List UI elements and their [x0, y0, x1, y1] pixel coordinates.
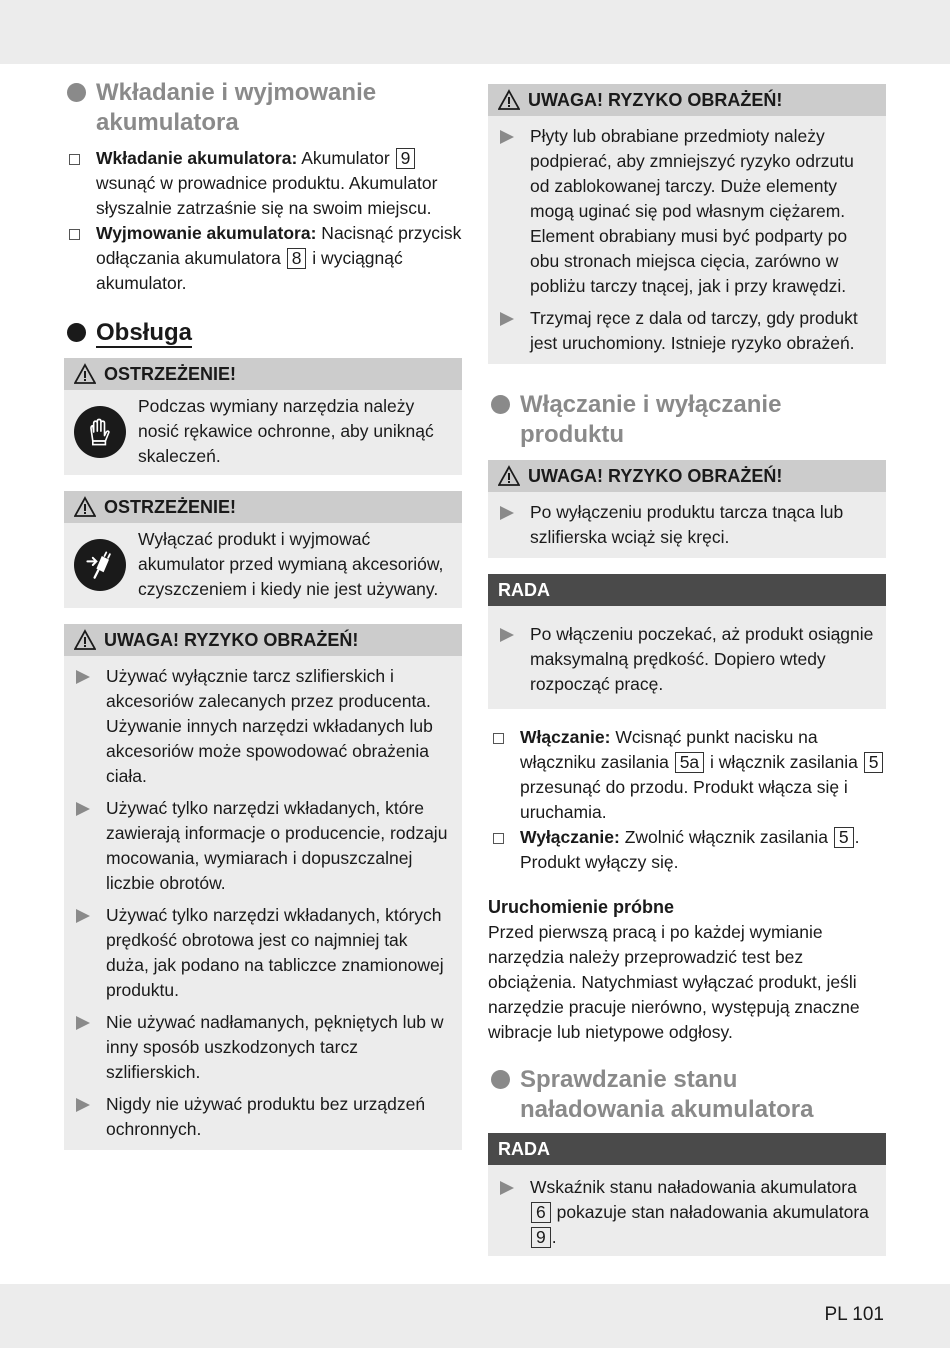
warning-triangle-icon — [74, 629, 96, 651]
part-ref: 6 — [531, 1202, 551, 1223]
list-item: Płyty lub obrabiane przedmioty należy podpierać, aby zmniejszyć ryzyko odrzutu od zablokowanej tarczy. Duże elementy mogą uginać się pod własnym ciężarem. Element obrabiany musi być podparty po obu stronach miejsca cięcia, zarówno w pobliżu tarczy tnącej, jak i przy krawędzi. — [498, 124, 876, 299]
warning-triangle-icon — [498, 465, 520, 487]
battery-steps — [64, 146, 462, 296]
list-item: Wkładanie akumulatora: Akumulator 9 wsunąć w prowadnice produktu. Akumulator słyszalnie zatrzaśnie się na swoim miejscu. — [64, 146, 462, 221]
caution-box — [64, 624, 462, 1150]
section-title-battery: Wkładanie i wyjmowanie akumulatora — [64, 78, 462, 138]
list-item: Nie używać nadłamanych, pękniętych lub w inny sposób uszkodzonych tarcz szlifierskich. — [74, 1010, 452, 1085]
tip-header: RADA — [488, 574, 886, 606]
arrow-bullet-icon — [76, 1016, 90, 1030]
switch-steps — [488, 725, 886, 875]
warning-text: Podczas wymiany narzędzia należy nosić rękawice ochronne, aby uniknąć skaleczeń. — [138, 396, 434, 466]
part-ref: 5 — [834, 827, 854, 848]
warning-triangle-icon — [74, 363, 96, 385]
header-bar — [0, 0, 950, 64]
checkbox-icon — [493, 733, 504, 744]
list-item: Trzymaj ręce z dala od tarczy, gdy produkt jest uruchomiony. Istnieje ryzyko obrażeń. — [498, 306, 876, 356]
gloves-icon — [74, 406, 126, 458]
warning-text: Wyłączać produkt i wyjmować akumulator przed wymianą akcesoriów, czyszczeniem i kiedy nie jest używany. — [138, 529, 444, 599]
section-title-switching: Włączanie i wyłączanie produktu — [488, 390, 886, 450]
page-number: PL 101 — [824, 1304, 884, 1325]
test-run-title: Uruchomienie próbne — [488, 897, 675, 917]
part-ref: 5a — [675, 752, 704, 773]
caution-header: UWAGA! RYZYKO OBRAŻEŃ! — [488, 460, 886, 492]
tip-box — [488, 574, 886, 709]
caution-list — [498, 500, 876, 550]
list-item: Nigdy nie używać produktu bez urządzeń ochronnych. — [74, 1092, 452, 1142]
part-ref: 9 — [396, 148, 416, 169]
caution-box — [488, 84, 886, 364]
warning-box — [64, 358, 462, 475]
list-item: Włączanie: Wcisnąć punkt nacisku na włączniku zasilania 5a i włącznik zasilania 5 przesunąć do przodu. Produkt włącza się i uruchamia. — [488, 725, 886, 825]
list-item: Po wyłączeniu produktu tarcza tnąca lub szlifierska wciąż się kręci. — [498, 500, 876, 550]
part-ref: 9 — [531, 1227, 551, 1248]
arrow-bullet-icon — [500, 628, 514, 642]
section-title-operation: Obsługa — [64, 318, 462, 348]
footer-bar — [0, 1284, 950, 1348]
tip-box — [488, 1133, 886, 1256]
checkbox-icon — [69, 154, 80, 165]
bullet-dot — [491, 395, 510, 414]
part-ref: 5 — [864, 752, 884, 773]
arrow-bullet-icon — [500, 312, 514, 326]
bullet-dot — [67, 323, 86, 342]
test-run-text: Przed pierwszą pracą i po każdej wymianie narzędzia należy przeprowadzić test bez obciążenia. Natychmiast wyłączać produkt, jeśli narzędzie pracuje nierówno, występują znaczne wibracje lub nietypowe odgłosy. — [488, 922, 860, 1042]
right-column — [488, 84, 886, 1256]
arrow-bullet-icon — [76, 1098, 90, 1112]
arrow-bullet-icon — [76, 670, 90, 684]
list-item: Używać tylko narzędzi wkładanych, których prędkość obrotowa jest co najmniej tak duża, jak podano na tabliczce znamionowej produktu. — [74, 903, 452, 1003]
list-item: Po włączeniu poczekać, aż produkt osiągnie maksymalną prędkość. Dopiero wtedy rozpocząć pracę. — [498, 622, 876, 697]
warning-box — [64, 491, 462, 608]
warning-triangle-icon — [498, 89, 520, 111]
arrow-bullet-icon — [500, 1181, 514, 1195]
checkbox-icon — [493, 833, 504, 844]
bullet-dot — [67, 83, 86, 102]
caution-list — [74, 664, 452, 1142]
arrow-bullet-icon — [76, 802, 90, 816]
unplug-icon — [74, 539, 126, 591]
part-ref: 8 — [287, 248, 307, 269]
list-item: Wyjmowanie akumulatora: Nacisnąć przycisk odłączania akumulatora 8 i wyciągnąć akumulator. — [64, 221, 462, 296]
list-item: Wyłączanie: Zwolnić włącznik zasilania 5 . Produkt wyłączy się. — [488, 825, 886, 875]
caution-header: UWAGA! RYZYKO OBRAŻEŃ! — [488, 84, 886, 116]
list-item: Wskaźnik stanu naładowania akumulatora 6 pokazuje stan naładowania akumulatora 9 . — [498, 1175, 876, 1250]
list-item: Używać tylko narzędzi wkładanych, które zawierają informacje o producencie, rodzaju mocowania, wymiarach i dopuszczalnej liczbie obrotów. — [74, 796, 452, 896]
section-title-charge: Sprawdzanie stanu naładowania akumulatora — [488, 1065, 886, 1125]
arrow-bullet-icon — [76, 909, 90, 923]
arrow-bullet-icon — [500, 130, 514, 144]
arrow-bullet-icon — [500, 506, 514, 520]
warning-triangle-icon — [74, 496, 96, 518]
caution-box — [488, 460, 886, 558]
checkbox-icon — [69, 229, 80, 240]
tip-list — [498, 622, 876, 697]
left-column — [64, 78, 462, 1150]
caution-header: UWAGA! RYZYKO OBRAŻEŃ! — [64, 624, 462, 656]
tip-list — [498, 1175, 876, 1250]
list-item: Używać wyłącznie tarcz szlifierskich i akcesoriów zalecanych przez producenta. Używanie innych narzędzi wkładanych lub akcesoriów może spowodować obrażenia ciała. — [74, 664, 452, 789]
warning-header: OSTRZEŻENIE! — [64, 358, 462, 390]
caution-list — [498, 124, 876, 356]
tip-header: RADA — [488, 1133, 886, 1165]
bullet-dot — [491, 1070, 510, 1089]
warning-header: OSTRZEŻENIE! — [64, 491, 462, 523]
